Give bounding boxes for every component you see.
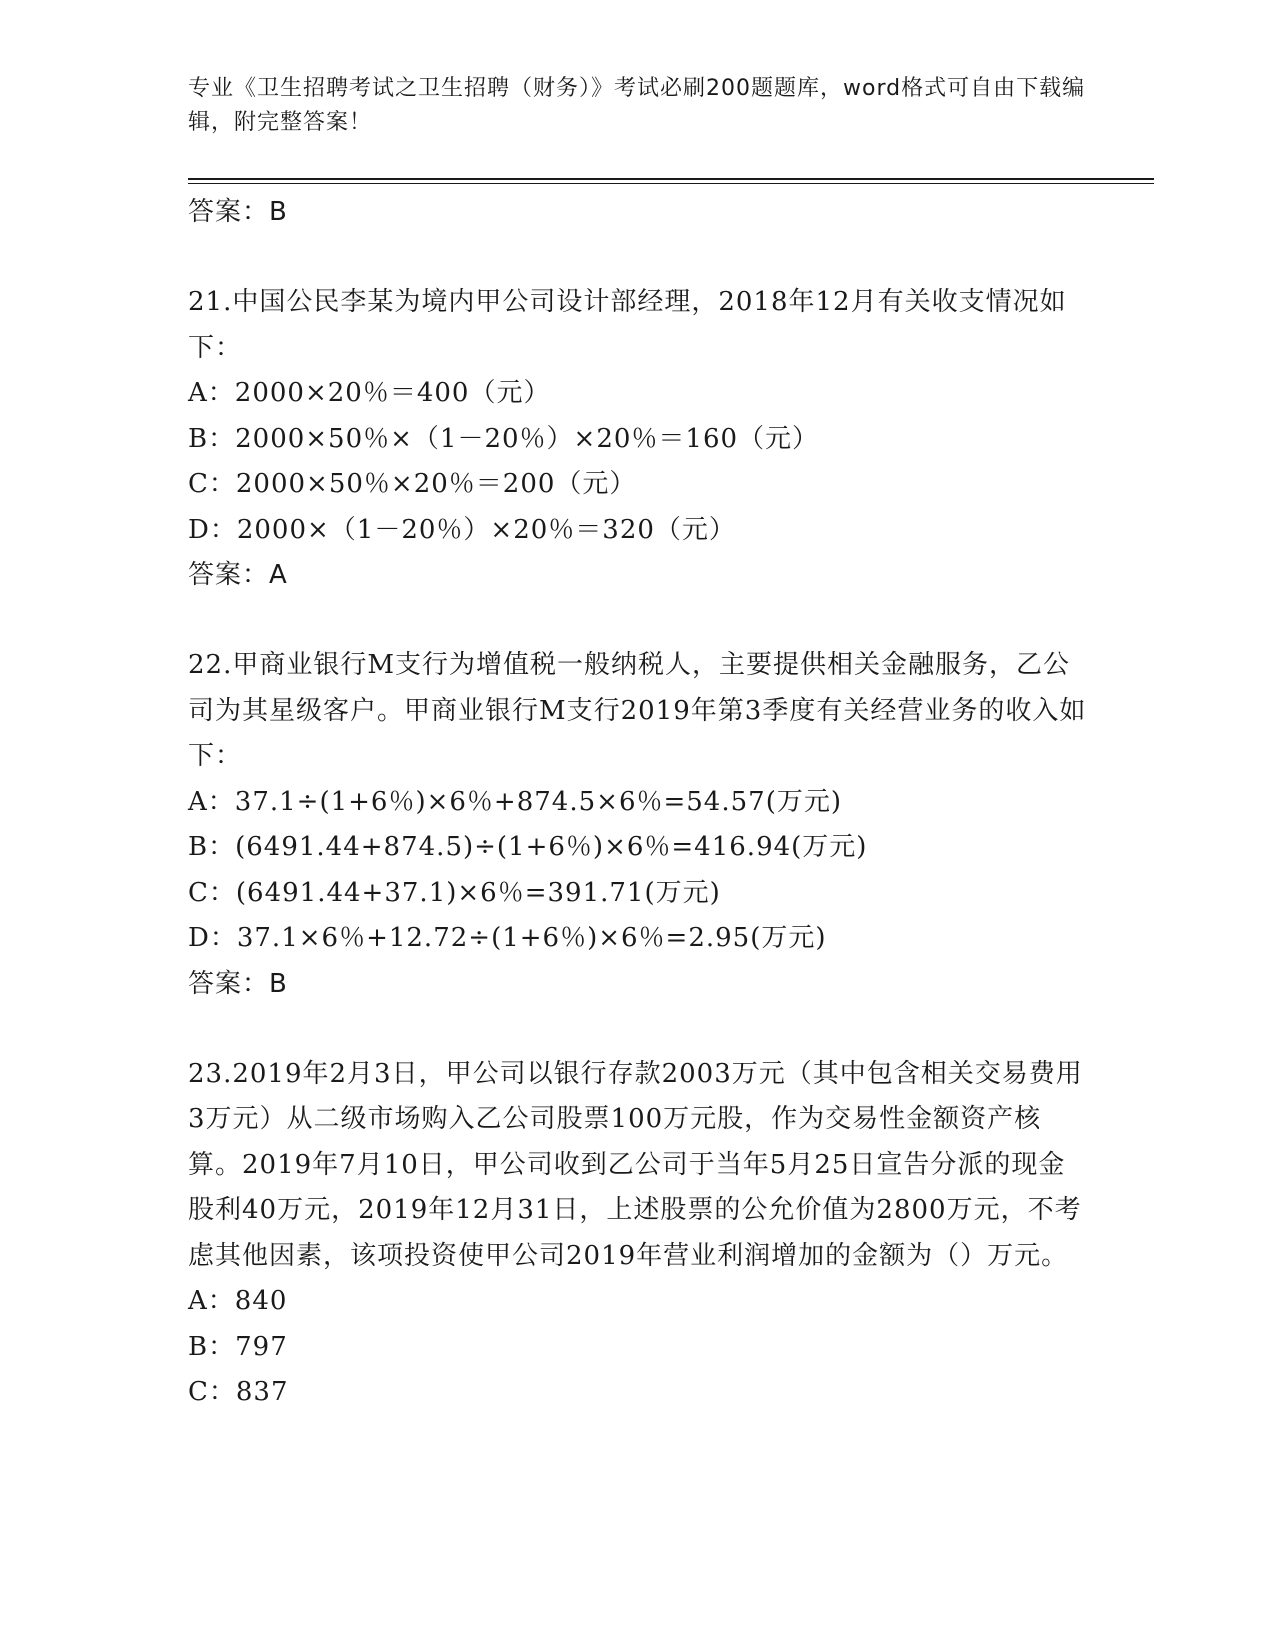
spacer bbox=[188, 234, 1088, 280]
option-c: C：2000×50％×20％＝200（元） bbox=[188, 469, 637, 499]
question-stem: 23.2019年2月3日，甲公司以银行存款2003万元（其中包含相关交易费用3万元）从二级市场购入乙公司股票100万元股，作为交易性金额资产核算。2019年7月10日，甲公司收到乙公司于当年5月25日宣告分派的现金股利40万元，2019年12月31日，上述股票的公允价值为2800万元，不考虑其他因素，该项投资使甲公司2019年营业利润增加的金额为（）万元。 bbox=[188, 1058, 1083, 1271]
answer-line: 答案：B bbox=[188, 197, 288, 227]
option-d: D：2000×（1－20％）×20％＝320（元） bbox=[188, 514, 736, 545]
question-21 bbox=[188, 280, 1088, 597]
option-a: A：840 bbox=[188, 1286, 288, 1316]
option-b: B：(6491.44+874.5)÷(1+6％)×6％=416.94(万元) bbox=[188, 832, 868, 862]
question-stem: 22.甲商业银行M支行为增值税一般纳税人，主要提供相关金融服务，乙公司为其星级客户。甲商业银行M支行2019年第3季度有关经营业务的收入如下： bbox=[188, 650, 1087, 771]
answer-line: 答案：A bbox=[188, 560, 288, 590]
option-a: A：37.1÷(1+6％)×6％+874.5×6％=54.57(万元) bbox=[188, 786, 842, 817]
question-23 bbox=[188, 1052, 1088, 1416]
header-divider-thin bbox=[188, 183, 1154, 184]
option-b: B：2000×50％×（1－20％）×20％＝160（元） bbox=[188, 423, 820, 454]
document-content bbox=[188, 190, 1088, 1416]
option-a: A：2000×20％＝400（元） bbox=[188, 378, 551, 408]
question-22 bbox=[188, 643, 1088, 1006]
page-header: 专业《卫生招聘考试之卫生招聘（财务）》考试必刷200题题库，word格式可自由下载编辑，附完整答案！ bbox=[188, 76, 1086, 135]
question-stem: 21.中国公民李某为境内甲公司设计部经理，2018年12月有关收支情况如下： bbox=[188, 287, 1067, 363]
option-d: D：37.1×6％+12.72÷(1+6％)×6％=2.95(万元) bbox=[188, 923, 827, 953]
spacer bbox=[188, 1006, 1088, 1052]
answer-line: 答案：B bbox=[188, 968, 288, 999]
header-divider-thick bbox=[188, 178, 1154, 180]
option-c: C：(6491.44+37.1)×6％=391.71(万元) bbox=[188, 877, 721, 908]
spacer bbox=[188, 597, 1088, 643]
option-b: B：797 bbox=[188, 1331, 288, 1362]
option-c: C：837 bbox=[188, 1377, 289, 1407]
